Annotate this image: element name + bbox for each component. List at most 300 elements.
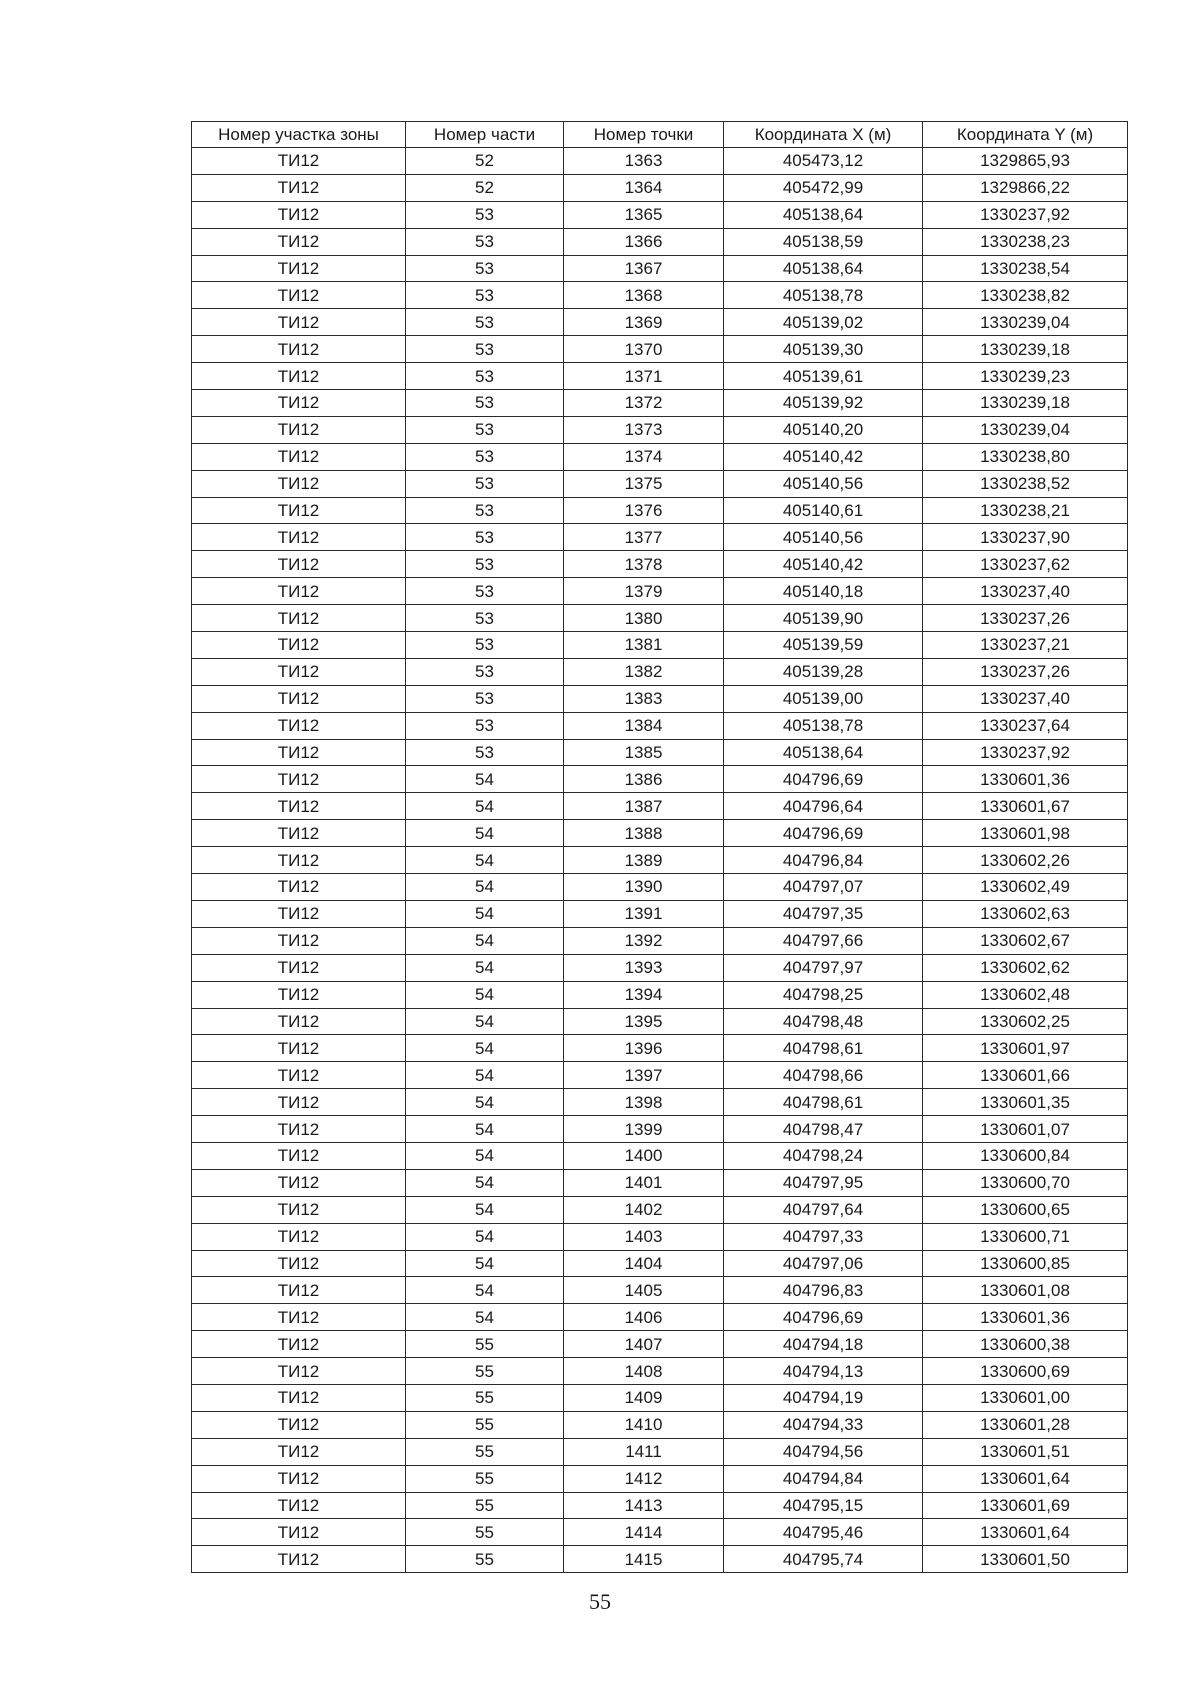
cell-zone-section: ТИ12 <box>192 1116 406 1143</box>
cell-zone-section: ТИ12 <box>192 1277 406 1304</box>
cell-zone-section: ТИ12 <box>192 282 406 309</box>
table-row <box>192 390 1128 417</box>
page-number: 55 <box>589 1589 611 1614</box>
cell-point-number: 1391 <box>564 900 724 927</box>
cell-coordinate-y: 1330600,70 <box>923 1169 1128 1196</box>
cell-coordinate-y: 1330600,84 <box>923 1142 1128 1169</box>
table-row <box>192 981 1128 1008</box>
cell-point-number: 1405 <box>564 1277 724 1304</box>
table-row <box>192 1384 1128 1411</box>
cell-coordinate-x: 404794,33 <box>724 1411 923 1438</box>
cell-coordinate-x: 404797,95 <box>724 1169 923 1196</box>
cell-coordinate-x: 404798,61 <box>724 1089 923 1116</box>
cell-zone-section: ТИ12 <box>192 228 406 255</box>
cell-coordinate-y: 1330601,50 <box>923 1546 1128 1573</box>
cell-zone-section: ТИ12 <box>192 443 406 470</box>
cell-coordinate-y: 1330600,71 <box>923 1223 1128 1250</box>
cell-zone-section: ТИ12 <box>192 1304 406 1331</box>
cell-coordinate-x: 404797,07 <box>724 874 923 901</box>
cell-point-number: 1363 <box>564 148 724 175</box>
cell-point-number: 1367 <box>564 255 724 282</box>
cell-coordinate-x: 405139,28 <box>724 658 923 685</box>
cell-coordinate-y: 1330601,64 <box>923 1465 1128 1492</box>
cell-coordinate-x: 404795,74 <box>724 1546 923 1573</box>
cell-part-number: 53 <box>406 201 564 228</box>
table-row <box>192 632 1128 659</box>
cell-zone-section: ТИ12 <box>192 685 406 712</box>
cell-part-number: 53 <box>406 712 564 739</box>
cell-point-number: 1400 <box>564 1142 724 1169</box>
cell-part-number: 53 <box>406 739 564 766</box>
cell-zone-section: ТИ12 <box>192 1196 406 1223</box>
cell-coordinate-y: 1330601,00 <box>923 1384 1128 1411</box>
cell-coordinate-y: 1330237,92 <box>923 201 1128 228</box>
cell-coordinate-x: 404796,69 <box>724 766 923 793</box>
cell-coordinate-y: 1330237,90 <box>923 524 1128 551</box>
cell-coordinate-x: 404794,13 <box>724 1358 923 1385</box>
cell-part-number: 53 <box>406 282 564 309</box>
cell-part-number: 54 <box>406 981 564 1008</box>
cell-coordinate-x: 404794,18 <box>724 1331 923 1358</box>
cell-coordinate-y: 1330601,98 <box>923 820 1128 847</box>
cell-point-number: 1410 <box>564 1411 724 1438</box>
table-row <box>192 1062 1128 1089</box>
table-row <box>192 443 1128 470</box>
cell-coordinate-x: 404798,25 <box>724 981 923 1008</box>
cell-zone-section: ТИ12 <box>192 658 406 685</box>
cell-point-number: 1371 <box>564 363 724 390</box>
cell-coordinate-x: 404797,64 <box>724 1196 923 1223</box>
cell-point-number: 1403 <box>564 1223 724 1250</box>
table-row <box>192 793 1128 820</box>
cell-coordinate-x: 404795,15 <box>724 1492 923 1519</box>
table-row <box>192 1196 1128 1223</box>
cell-part-number: 52 <box>406 174 564 201</box>
header-coordinate-x: Координата X (м) <box>724 122 923 148</box>
cell-part-number: 53 <box>406 336 564 363</box>
cell-coordinate-y: 1330237,26 <box>923 658 1128 685</box>
cell-coordinate-y: 1330601,36 <box>923 1304 1128 1331</box>
cell-coordinate-x: 404794,84 <box>724 1465 923 1492</box>
table-row <box>192 309 1128 336</box>
cell-point-number: 1379 <box>564 578 724 605</box>
cell-point-number: 1398 <box>564 1089 724 1116</box>
cell-point-number: 1407 <box>564 1331 724 1358</box>
cell-point-number: 1370 <box>564 336 724 363</box>
cell-part-number: 55 <box>406 1546 564 1573</box>
cell-part-number: 54 <box>406 847 564 874</box>
cell-coordinate-y: 1330600,85 <box>923 1250 1128 1277</box>
cell-coordinate-x: 405139,00 <box>724 685 923 712</box>
cell-coordinate-x: 404796,69 <box>724 1304 923 1331</box>
cell-point-number: 1384 <box>564 712 724 739</box>
cell-coordinate-x: 405139,90 <box>724 605 923 632</box>
cell-coordinate-y: 1330602,63 <box>923 900 1128 927</box>
cell-coordinate-y: 1330602,26 <box>923 847 1128 874</box>
cell-point-number: 1402 <box>564 1196 724 1223</box>
header-point-number: Номер точки <box>564 122 724 148</box>
cell-zone-section: ТИ12 <box>192 524 406 551</box>
cell-zone-section: ТИ12 <box>192 605 406 632</box>
table-row <box>192 874 1128 901</box>
table-row <box>192 1438 1128 1465</box>
table-row <box>192 954 1128 981</box>
table-row <box>192 1116 1128 1143</box>
cell-coordinate-y: 1330600,38 <box>923 1331 1128 1358</box>
cell-zone-section: ТИ12 <box>192 1008 406 1035</box>
cell-zone-section: ТИ12 <box>192 820 406 847</box>
cell-coordinate-x: 404798,48 <box>724 1008 923 1035</box>
table-row <box>192 1250 1128 1277</box>
cell-point-number: 1372 <box>564 390 724 417</box>
cell-part-number: 55 <box>406 1411 564 1438</box>
cell-zone-section: ТИ12 <box>192 309 406 336</box>
cell-part-number: 54 <box>406 1008 564 1035</box>
cell-coordinate-x: 404796,84 <box>724 847 923 874</box>
cell-coordinate-x: 404797,66 <box>724 927 923 954</box>
cell-zone-section: ТИ12 <box>192 739 406 766</box>
cell-part-number: 53 <box>406 524 564 551</box>
cell-zone-section: ТИ12 <box>192 927 406 954</box>
cell-coordinate-y: 1330238,23 <box>923 228 1128 255</box>
cell-coordinate-y: 1330602,62 <box>923 954 1128 981</box>
cell-zone-section: ТИ12 <box>192 1062 406 1089</box>
cell-part-number: 54 <box>406 954 564 981</box>
cell-coordinate-y: 1330601,97 <box>923 1035 1128 1062</box>
cell-zone-section: ТИ12 <box>192 578 406 605</box>
cell-point-number: 1387 <box>564 793 724 820</box>
cell-coordinate-x: 405139,92 <box>724 390 923 417</box>
cell-point-number: 1415 <box>564 1546 724 1573</box>
cell-coordinate-y: 1330238,21 <box>923 497 1128 524</box>
cell-coordinate-x: 405140,20 <box>724 416 923 443</box>
cell-coordinate-x: 405139,02 <box>724 309 923 336</box>
cell-point-number: 1411 <box>564 1438 724 1465</box>
table-row <box>192 1411 1128 1438</box>
cell-part-number: 54 <box>406 793 564 820</box>
cell-zone-section: ТИ12 <box>192 1384 406 1411</box>
cell-part-number: 55 <box>406 1492 564 1519</box>
table-row <box>192 1331 1128 1358</box>
cell-zone-section: ТИ12 <box>192 1089 406 1116</box>
cell-zone-section: ТИ12 <box>192 900 406 927</box>
cell-coordinate-x: 405472,99 <box>724 174 923 201</box>
cell-coordinate-x: 404797,97 <box>724 954 923 981</box>
cell-part-number: 55 <box>406 1519 564 1546</box>
cell-coordinate-y: 1330600,65 <box>923 1196 1128 1223</box>
cell-zone-section: ТИ12 <box>192 793 406 820</box>
table-row <box>192 1169 1128 1196</box>
cell-point-number: 1377 <box>564 524 724 551</box>
cell-point-number: 1396 <box>564 1035 724 1062</box>
cell-point-number: 1401 <box>564 1169 724 1196</box>
table-row <box>192 1008 1128 1035</box>
cell-part-number: 54 <box>406 1062 564 1089</box>
table-row <box>192 336 1128 363</box>
cell-zone-section: ТИ12 <box>192 1358 406 1385</box>
cell-part-number: 53 <box>406 497 564 524</box>
table-row <box>192 1465 1128 1492</box>
cell-coordinate-x: 405138,78 <box>724 282 923 309</box>
cell-part-number: 55 <box>406 1358 564 1385</box>
cell-coordinate-x: 404797,06 <box>724 1250 923 1277</box>
cell-coordinate-x: 405140,18 <box>724 578 923 605</box>
cell-point-number: 1368 <box>564 282 724 309</box>
cell-part-number: 54 <box>406 1304 564 1331</box>
table-row <box>192 1519 1128 1546</box>
table-row <box>192 551 1128 578</box>
cell-part-number: 54 <box>406 927 564 954</box>
cell-coordinate-y: 1330237,64 <box>923 712 1128 739</box>
cell-point-number: 1380 <box>564 605 724 632</box>
cell-point-number: 1389 <box>564 847 724 874</box>
cell-coordinate-y: 1330601,07 <box>923 1116 1128 1143</box>
cell-coordinate-y: 1330239,18 <box>923 336 1128 363</box>
cell-part-number: 55 <box>406 1331 564 1358</box>
cell-zone-section: ТИ12 <box>192 336 406 363</box>
cell-point-number: 1378 <box>564 551 724 578</box>
table-body <box>192 148 1128 1573</box>
cell-coordinate-y: 1329865,93 <box>923 148 1128 175</box>
cell-zone-section: ТИ12 <box>192 981 406 1008</box>
table-row <box>192 174 1128 201</box>
cell-coordinate-x: 405140,56 <box>724 524 923 551</box>
cell-coordinate-x: 405138,64 <box>724 739 923 766</box>
cell-zone-section: ТИ12 <box>192 954 406 981</box>
cell-zone-section: ТИ12 <box>192 1411 406 1438</box>
cell-coordinate-y: 1330601,51 <box>923 1438 1128 1465</box>
cell-coordinate-x: 404797,33 <box>724 1223 923 1250</box>
cell-coordinate-y: 1330237,26 <box>923 605 1128 632</box>
table-row <box>192 766 1128 793</box>
cell-point-number: 1394 <box>564 981 724 1008</box>
header-row <box>192 122 1128 148</box>
table-row <box>192 1277 1128 1304</box>
table-row <box>192 685 1128 712</box>
cell-part-number: 53 <box>406 309 564 336</box>
cell-coordinate-y: 1330602,67 <box>923 927 1128 954</box>
header-coordinate-y: Координата Y (м) <box>923 122 1128 148</box>
cell-part-number: 54 <box>406 874 564 901</box>
cell-point-number: 1383 <box>564 685 724 712</box>
cell-part-number: 53 <box>406 605 564 632</box>
cell-zone-section: ТИ12 <box>192 632 406 659</box>
cell-coordinate-y: 1330602,25 <box>923 1008 1128 1035</box>
cell-point-number: 1395 <box>564 1008 724 1035</box>
cell-coordinate-y: 1330239,04 <box>923 416 1128 443</box>
cell-coordinate-y: 1330237,62 <box>923 551 1128 578</box>
cell-coordinate-x: 404794,56 <box>724 1438 923 1465</box>
table-row <box>192 712 1128 739</box>
cell-point-number: 1390 <box>564 874 724 901</box>
cell-point-number: 1366 <box>564 228 724 255</box>
cell-coordinate-y: 1330601,66 <box>923 1062 1128 1089</box>
table-row <box>192 416 1128 443</box>
cell-coordinate-x: 404796,83 <box>724 1277 923 1304</box>
table-row <box>192 524 1128 551</box>
cell-coordinate-y: 1330601,08 <box>923 1277 1128 1304</box>
cell-part-number: 55 <box>406 1384 564 1411</box>
cell-zone-section: ТИ12 <box>192 201 406 228</box>
cell-zone-section: ТИ12 <box>192 390 406 417</box>
cell-coordinate-y: 1330239,04 <box>923 309 1128 336</box>
cell-coordinate-y: 1330601,28 <box>923 1411 1128 1438</box>
cell-coordinate-x: 405140,42 <box>724 443 923 470</box>
cell-zone-section: ТИ12 <box>192 255 406 282</box>
table-row <box>192 1142 1128 1169</box>
cell-point-number: 1364 <box>564 174 724 201</box>
cell-part-number: 53 <box>406 551 564 578</box>
cell-zone-section: ТИ12 <box>192 1142 406 1169</box>
cell-point-number: 1376 <box>564 497 724 524</box>
cell-point-number: 1397 <box>564 1062 724 1089</box>
cell-part-number: 54 <box>406 1223 564 1250</box>
table-row <box>192 363 1128 390</box>
table-row <box>192 497 1128 524</box>
cell-coordinate-x: 404798,47 <box>724 1116 923 1143</box>
cell-coordinate-x: 404796,69 <box>724 820 923 847</box>
table-row <box>192 1492 1128 1519</box>
cell-part-number: 54 <box>406 1169 564 1196</box>
cell-point-number: 1408 <box>564 1358 724 1385</box>
cell-coordinate-x: 405138,59 <box>724 228 923 255</box>
cell-coordinate-y: 1330238,54 <box>923 255 1128 282</box>
cell-part-number: 54 <box>406 1116 564 1143</box>
cell-coordinate-x: 405138,78 <box>724 712 923 739</box>
cell-part-number: 54 <box>406 1142 564 1169</box>
cell-coordinate-x: 404798,61 <box>724 1035 923 1062</box>
cell-coordinate-y: 1330239,23 <box>923 363 1128 390</box>
cell-part-number: 53 <box>406 658 564 685</box>
cell-coordinate-y: 1330238,80 <box>923 443 1128 470</box>
table-row <box>192 927 1128 954</box>
cell-zone-section: ТИ12 <box>192 874 406 901</box>
cell-coordinate-y: 1330601,35 <box>923 1089 1128 1116</box>
cell-point-number: 1382 <box>564 658 724 685</box>
table-row <box>192 739 1128 766</box>
cell-part-number: 54 <box>406 820 564 847</box>
cell-point-number: 1393 <box>564 954 724 981</box>
cell-zone-section: ТИ12 <box>192 1519 406 1546</box>
table-row <box>192 255 1128 282</box>
cell-part-number: 53 <box>406 578 564 605</box>
table-row <box>192 658 1128 685</box>
table-row <box>192 1546 1128 1573</box>
cell-point-number: 1409 <box>564 1384 724 1411</box>
cell-part-number: 53 <box>406 390 564 417</box>
cell-zone-section: ТИ12 <box>192 470 406 497</box>
cell-part-number: 53 <box>406 363 564 390</box>
cell-coordinate-x: 405140,61 <box>724 497 923 524</box>
cell-zone-section: ТИ12 <box>192 1465 406 1492</box>
cell-zone-section: ТИ12 <box>192 1546 406 1573</box>
cell-zone-section: ТИ12 <box>192 1438 406 1465</box>
cell-zone-section: ТИ12 <box>192 1035 406 1062</box>
cell-part-number: 54 <box>406 1277 564 1304</box>
cell-coordinate-x: 404798,66 <box>724 1062 923 1089</box>
cell-part-number: 55 <box>406 1438 564 1465</box>
cell-part-number: 53 <box>406 470 564 497</box>
cell-coordinate-y: 1330601,69 <box>923 1492 1128 1519</box>
cell-part-number: 53 <box>406 685 564 712</box>
coordinates-table <box>191 121 1128 1573</box>
table-row <box>192 228 1128 255</box>
cell-coordinate-x: 405140,56 <box>724 470 923 497</box>
table-row <box>192 578 1128 605</box>
table-row <box>192 820 1128 847</box>
cell-coordinate-y: 1329866,22 <box>923 174 1128 201</box>
cell-coordinate-x: 404794,19 <box>724 1384 923 1411</box>
cell-coordinate-y: 1330238,82 <box>923 282 1128 309</box>
cell-point-number: 1404 <box>564 1250 724 1277</box>
cell-part-number: 53 <box>406 255 564 282</box>
cell-zone-section: ТИ12 <box>192 416 406 443</box>
cell-zone-section: ТИ12 <box>192 712 406 739</box>
cell-part-number: 54 <box>406 1196 564 1223</box>
cell-part-number: 53 <box>406 443 564 470</box>
cell-coordinate-y: 1330601,36 <box>923 766 1128 793</box>
cell-part-number: 54 <box>406 1089 564 1116</box>
cell-coordinate-x: 405138,64 <box>724 201 923 228</box>
cell-zone-section: ТИ12 <box>192 148 406 175</box>
cell-point-number: 1369 <box>564 309 724 336</box>
cell-coordinate-y: 1330238,52 <box>923 470 1128 497</box>
cell-coordinate-x: 405138,64 <box>724 255 923 282</box>
cell-coordinate-y: 1330239,18 <box>923 390 1128 417</box>
cell-point-number: 1386 <box>564 766 724 793</box>
table-header <box>192 122 1128 148</box>
cell-point-number: 1374 <box>564 443 724 470</box>
cell-coordinate-y: 1330237,21 <box>923 632 1128 659</box>
cell-point-number: 1412 <box>564 1465 724 1492</box>
table-row <box>192 1035 1128 1062</box>
cell-zone-section: ТИ12 <box>192 766 406 793</box>
cell-coordinate-x: 404795,46 <box>724 1519 923 1546</box>
cell-part-number: 54 <box>406 900 564 927</box>
cell-zone-section: ТИ12 <box>192 1492 406 1519</box>
table-row <box>192 1304 1128 1331</box>
cell-zone-section: ТИ12 <box>192 1331 406 1358</box>
cell-coordinate-x: 404798,24 <box>724 1142 923 1169</box>
table-row <box>192 847 1128 874</box>
cell-coordinate-x: 405139,61 <box>724 363 923 390</box>
cell-coordinate-x: 405140,42 <box>724 551 923 578</box>
cell-coordinate-y: 1330601,64 <box>923 1519 1128 1546</box>
cell-point-number: 1373 <box>564 416 724 443</box>
cell-point-number: 1381 <box>564 632 724 659</box>
cell-part-number: 53 <box>406 416 564 443</box>
cell-coordinate-y: 1330237,40 <box>923 685 1128 712</box>
cell-coordinate-x: 405473,12 <box>724 148 923 175</box>
cell-zone-section: ТИ12 <box>192 174 406 201</box>
header-part-number: Номер части <box>406 122 564 148</box>
table-row <box>192 1089 1128 1116</box>
cell-part-number: 54 <box>406 1250 564 1277</box>
cell-coordinate-x: 404797,35 <box>724 900 923 927</box>
cell-point-number: 1388 <box>564 820 724 847</box>
cell-zone-section: ТИ12 <box>192 1223 406 1250</box>
cell-point-number: 1392 <box>564 927 724 954</box>
table-row <box>192 470 1128 497</box>
cell-zone-section: ТИ12 <box>192 847 406 874</box>
cell-point-number: 1365 <box>564 201 724 228</box>
cell-part-number: 53 <box>406 632 564 659</box>
table-row <box>192 605 1128 632</box>
header-zone-section: Номер участка зоны <box>192 122 406 148</box>
cell-zone-section: ТИ12 <box>192 551 406 578</box>
cell-coordinate-y: 1330601,67 <box>923 793 1128 820</box>
cell-zone-section: ТИ12 <box>192 1169 406 1196</box>
